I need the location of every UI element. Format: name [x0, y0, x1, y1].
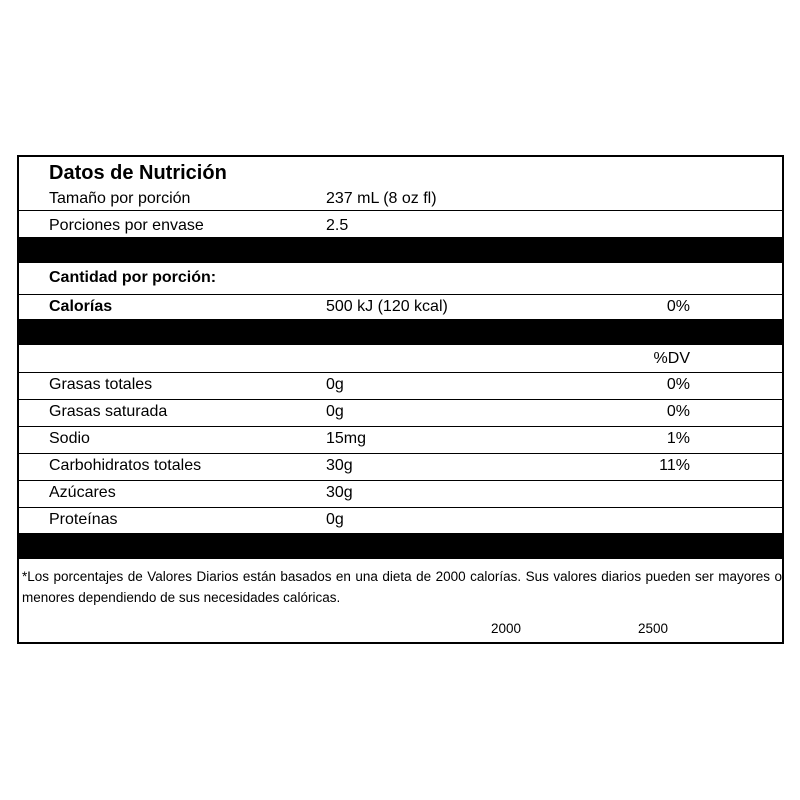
nutrient-name: Grasas totales	[49, 376, 153, 393]
divider	[19, 345, 782, 373]
nutrient-name: Azúcares	[49, 484, 116, 501]
nutrition-facts-label	[17, 155, 784, 644]
thick-divider-bar	[19, 237, 782, 263]
nutrient-name: Proteínas	[49, 511, 118, 528]
nutrient-amount: 30g	[326, 484, 353, 501]
label-title: Datos de Nutrición	[49, 162, 227, 184]
nutrient-row	[19, 481, 782, 508]
divider	[19, 263, 782, 295]
divider	[19, 157, 782, 211]
nutrient-dv: 0%	[666, 376, 690, 393]
diet-2500-header: 2500	[638, 621, 669, 636]
nutrient-dv: 1%	[666, 430, 690, 447]
nutrient-dv: 0%	[666, 403, 690, 420]
nutrient-row	[19, 373, 782, 400]
nutrient-amount: 15mg	[326, 430, 367, 447]
nutrient-name: Carbohidratos totales	[49, 457, 202, 474]
nutrient-row	[19, 454, 782, 481]
thick-divider-bar	[19, 533, 782, 559]
dv-header: %DV	[653, 350, 690, 367]
diet-2000-header: 2000	[491, 621, 522, 636]
calories-dv: 0%	[666, 298, 690, 315]
nutrient-amount: 0g	[326, 376, 344, 393]
nutrient-amount: 30g	[326, 457, 353, 474]
thick-divider-bar	[19, 319, 782, 345]
daily-value-footnote: *Los porcentajes de Valores Diarios están basados en una dieta de 2000 calorías. Sus valores diarios pueden ser mayores o menores dependiendo de sus necesidades calóricas.	[22, 569, 782, 605]
serving-size-value: 237 mL (8 oz fl)	[326, 190, 437, 207]
amount-per-serving-header: Cantidad por porción:	[49, 269, 217, 286]
nutrient-name: Sodio	[49, 430, 90, 447]
calories-label: Calorías	[49, 298, 113, 315]
nutrient-dv: 11%	[659, 457, 690, 474]
nutrient-row	[19, 508, 782, 533]
nutrient-name: Grasas saturada	[49, 403, 168, 420]
servings-per-container-value: 2.5	[326, 217, 349, 234]
nutrient-row	[19, 400, 782, 427]
nutrient-amount: 0g	[326, 403, 344, 420]
nutrient-amount: 0g	[326, 511, 344, 528]
servings-per-container-label: Porciones por envase	[49, 217, 204, 234]
calories-value: 500 kJ (120 kcal)	[326, 298, 448, 315]
nutrient-row	[19, 427, 782, 454]
serving-size-label: Tamaño por porción	[49, 190, 191, 207]
